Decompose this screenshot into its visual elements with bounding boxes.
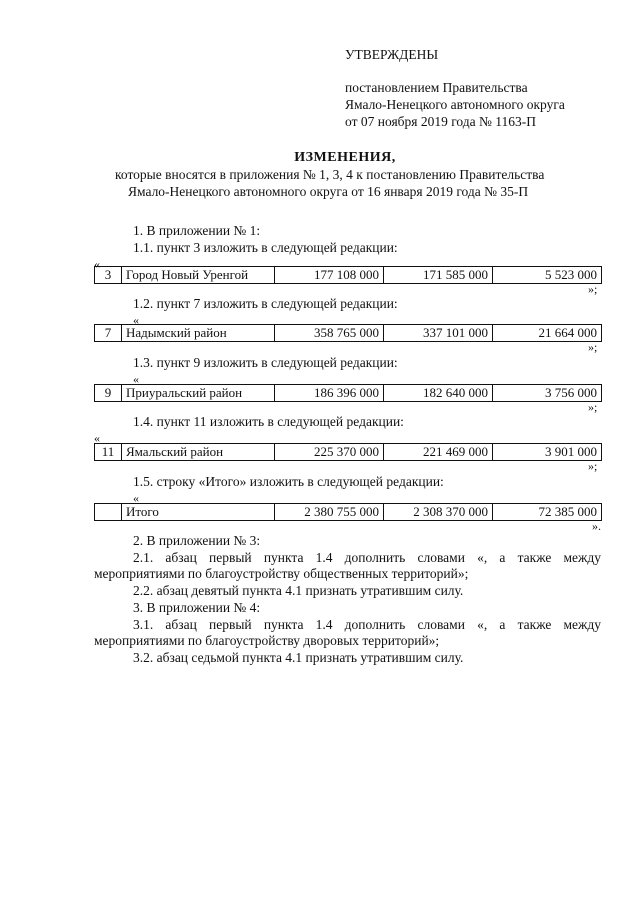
row-value-2: 182 640 000 — [384, 385, 493, 402]
row-value-2: 171 585 000 — [384, 267, 493, 284]
close-quote: »; — [588, 340, 598, 354]
row-value-3: 3 901 000 — [493, 444, 602, 461]
document-subtitle-1: которые вносятся в приложения № 1, 3, 4 к постановлению Правительства — [115, 167, 545, 182]
section-1-5: 1.5. строку «Итого» изложить в следующей редакции: — [133, 474, 444, 489]
approval-line-3: от 07 ноября 2019 года № 1163-П — [345, 114, 537, 129]
document-title: ИЗМЕНЕНИЯ, — [294, 150, 396, 165]
section-1-3: 1.3. пункт 9 изложить в следующей редакции: — [133, 355, 398, 370]
open-quote: « — [133, 313, 139, 327]
approval-line-2: Ямало-Ненецкого автономного округа — [345, 97, 565, 112]
section-2-2: 2.2. абзац девятый пункта 4.1 признать утратившим силу. — [133, 583, 464, 598]
row-name: Город Новый Уренгой — [122, 267, 275, 284]
row-number — [95, 504, 122, 521]
table-row-9 — [94, 384, 602, 402]
row-value-2: 2 308 370 000 — [384, 504, 493, 521]
row-value-3: 72 385 000 — [493, 504, 602, 521]
row-value-2: 337 101 000 — [384, 325, 493, 342]
section-3-2: 3.2. абзац седьмой пункта 4.1 признать утратившим силу. — [133, 650, 464, 665]
row-name: Итого — [122, 504, 275, 521]
row-name: Приуральский район — [122, 385, 275, 402]
close-quote: ». — [592, 519, 601, 533]
row-value-1: 2 380 755 000 — [275, 504, 384, 521]
document-subtitle-2: Ямало-Ненецкого автономного округа от 16 января 2019 года № 35-П — [128, 184, 529, 199]
row-name: Надымский район — [122, 325, 275, 342]
close-quote: »; — [588, 459, 598, 473]
section-2-1-line-1: 2.1. абзац первый пункта 1.4 дополнить словами «, а также между — [133, 550, 601, 565]
row-value-1: 186 396 000 — [275, 385, 384, 402]
table-row-11 — [94, 443, 602, 461]
approval-title: УТВЕРЖДЕНЫ — [345, 47, 439, 62]
open-quote: « — [94, 257, 100, 271]
section-1-heading: 1. В приложении № 1: — [133, 223, 261, 238]
row-number: 11 — [95, 444, 122, 461]
close-quote: »; — [588, 282, 598, 296]
section-1-2: 1.2. пункт 7 изложить в следующей редакции: — [133, 296, 398, 311]
row-number: 9 — [95, 385, 122, 402]
open-quote: « — [133, 491, 139, 505]
section-1-4: 1.4. пункт 11 изложить в следующей редакции: — [133, 414, 404, 429]
row-value-2: 221 469 000 — [384, 444, 493, 461]
section-2-heading: 2. В приложении № 3: — [133, 533, 261, 548]
table-row-7 — [94, 324, 602, 342]
close-quote: »; — [588, 400, 598, 414]
approval-line-1: постановлением Правительства — [345, 80, 528, 95]
section-1-1: 1.1. пункт 3 изложить в следующей редакции: — [133, 240, 398, 255]
section-3-1-line-1: 3.1. абзац первый пункта 1.4 дополнить словами «, а также между — [133, 617, 601, 632]
row-value-3: 3 756 000 — [493, 385, 602, 402]
row-name: Ямальский район — [122, 444, 275, 461]
table-row-3 — [94, 266, 602, 284]
open-quote: « — [133, 372, 139, 386]
section-2-1-line-2: мероприятиями по благоустройству общественных территорий»; — [94, 566, 469, 581]
open-quote: « — [94, 431, 100, 445]
row-value-1: 177 108 000 — [275, 267, 384, 284]
section-3-heading: 3. В приложении № 4: — [133, 600, 261, 615]
row-value-1: 225 370 000 — [275, 444, 384, 461]
row-number: 7 — [95, 325, 122, 342]
section-3-1-line-2: мероприятиями по благоустройству дворовых территорий»; — [94, 633, 440, 648]
row-value-3: 5 523 000 — [493, 267, 602, 284]
row-value-3: 21 664 000 — [493, 325, 602, 342]
table-row-total — [94, 503, 602, 521]
row-value-1: 358 765 000 — [275, 325, 384, 342]
row-number: 3 — [95, 267, 122, 284]
